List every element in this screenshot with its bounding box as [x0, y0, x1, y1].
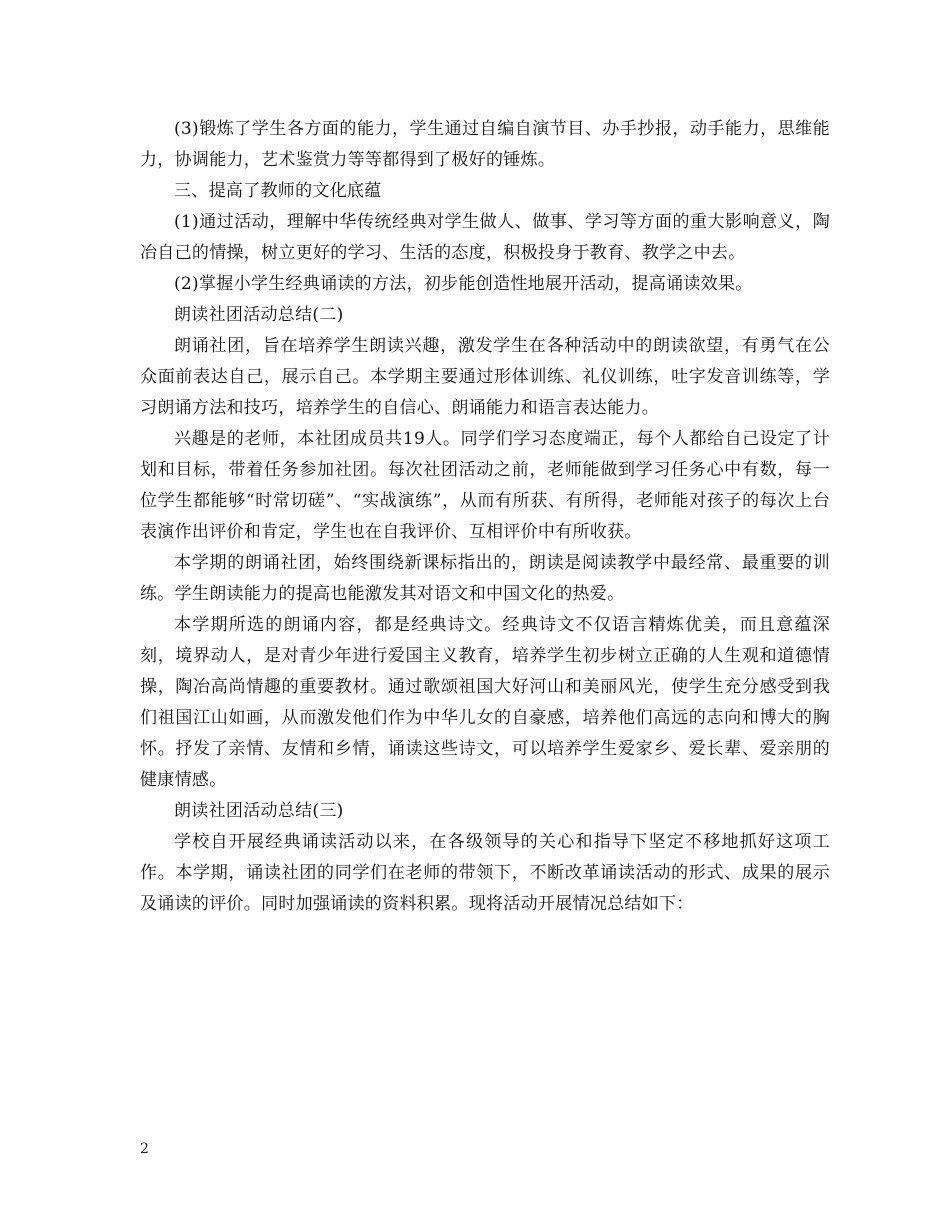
section-heading-summary-two: 朗读社团活动总结(二): [174, 305, 344, 325]
paragraph-school-activity: 学校自开展经典诵读活动以来，在各级领导的关心和指导下坚定不移地抓好这项工作。本学期，诵读社团的同学们在老师的带领下，不断改革诵读活动的形式、成果的展示及诵读的评价。同时加强诵读的资料积累。现将活动开展情况总结如下：: [140, 832, 830, 914]
paragraph-curriculum-standard: 本学期的朗诵社团，始终围绕新课标指出的，朗读是阅读教学中最经常、最重要的训练。学生朗读能力的提高也能激发其对语文和中国文化的热爱。: [140, 553, 830, 604]
paragraph-club-members: 兴趣是的老师，本社团成员共19人。同学们学习态度端正，每个人都给自己设定了计划和目标，带着任务参加社团。每次社团活动之前，老师能做到学习任务心中有数，每一位学生都能够“时常切磋”、“实战演练”，从而有所获、有所得，老师能对孩子的每次上台表演作出评价和肯定，学生也在自我评价、互相评价中有所收获。: [140, 429, 830, 542]
paragraph-classic-poetry: 本学期所选的朗诵内容，都是经典诗文。经典诗文不仅语言精炼优美，而且意蕴深刻，境界动人，是对青少年进行爱国主义教育，培养学生初步树立正确的人生观和道德情操，陶冶高尚情趣的重要教材。通过歌颂祖国大好河山和美丽风光，使学生充分感受到我们祖国江山如画，从而激发他们作为中华儿女的自豪感，培养他们高远的志向和博大的胸怀。抒发了亲情、友情和乡情，诵读这些诗文，可以培养学生爱家乡、爱长辈、爱亲朋的健康情感。: [140, 615, 830, 790]
paragraph-club-purpose: 朗诵社团，旨在培养学生朗读兴趣，激发学生在各种活动中的朗读欲望，有勇气在公众面前表达自己，展示自己。本学期主要通过形体训练、礼仪训练，吐字发音训练等，学习朗诵方法和技巧，培养学生的自信心、朗诵能力和语言表达能力。: [140, 336, 830, 418]
paragraph-reading-methods: (2)掌握小学生经典诵读的方法，初步能创造性地展开活动，提高诵读效果。: [174, 274, 753, 294]
section-heading-summary-three: 朗读社团活动总结(三): [174, 801, 344, 821]
paragraph-understand-classics: (1)通过活动，理解中华传统经典对学生做人、做事、学习等方面的重大影响意义，陶冶自己的情操，树立更好的学习、生活的态度，积极投身于教育、教学之中去。: [140, 212, 830, 263]
section-heading-teacher-culture: 三、提高了教师的文化底蕴: [174, 181, 382, 201]
document-body: [140, 114, 830, 920]
paragraph-ability-training: (3)锻炼了学生各方面的能力，学生通过自编自演节目、办手抄报，动手能力，思维能力，协调能力，艺术鉴赏力等等都得到了极好的锤炼。: [140, 119, 830, 170]
page-number: 2: [140, 1141, 149, 1157]
